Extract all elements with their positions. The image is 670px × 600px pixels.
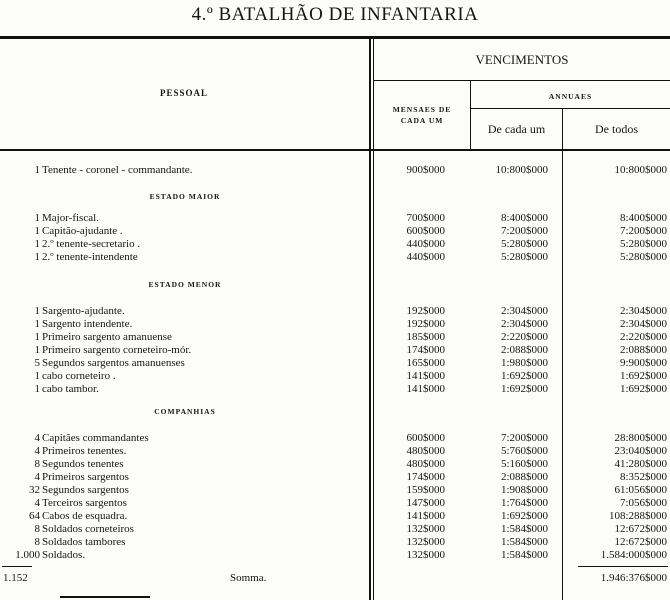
table-row xyxy=(0,445,670,458)
row-annual-total: 28:800$000 xyxy=(614,432,667,444)
row-annual-total: 2:304$000 xyxy=(619,305,667,317)
total-row xyxy=(0,572,670,585)
header-top-rule xyxy=(0,36,670,39)
row-count: 1 xyxy=(34,305,40,317)
row-label-cell xyxy=(42,497,367,510)
table-row xyxy=(0,331,670,344)
row-annual-total: 1.584:000$000 xyxy=(600,549,667,561)
table-row xyxy=(0,251,670,264)
row-label: Major-fiscal. xyxy=(42,212,99,224)
row-monthly: 147$000 xyxy=(406,497,445,509)
row-count: 8 xyxy=(34,536,40,548)
row-label-cell xyxy=(42,331,367,344)
row-label-cell xyxy=(42,471,367,484)
row-label-cell xyxy=(42,510,367,523)
row-label-cell xyxy=(42,305,367,318)
leader-dots xyxy=(123,225,367,238)
row-count: 4 xyxy=(34,445,40,457)
row-label: cabo corneteiro . xyxy=(42,370,116,382)
row-annual-each: 2:220$000 xyxy=(500,331,548,343)
row-monthly: 192$000 xyxy=(406,318,445,330)
total-amount: 1.946:376$000 xyxy=(600,572,667,584)
row-label-cell xyxy=(42,549,367,562)
row-label: Capitães commandantes xyxy=(42,432,149,444)
row-annual-total: 2:088$000 xyxy=(619,344,667,356)
row-monthly: 159$000 xyxy=(406,484,445,496)
row-monthly: 440$000 xyxy=(406,238,445,250)
row-count: 8 xyxy=(34,523,40,535)
header-mensaes: MENSAES DE CADA UM xyxy=(392,105,452,125)
leader-dots xyxy=(185,357,367,370)
row-count: 1 xyxy=(34,383,40,395)
mensaes-divider xyxy=(470,80,471,150)
row-annual-each: 8:400$000 xyxy=(500,212,548,224)
leader-dots xyxy=(140,238,367,251)
table-row xyxy=(0,357,670,370)
row-label: 2.º tenente-intendente xyxy=(42,251,138,263)
row-annual-each: 2:088$000 xyxy=(500,471,548,483)
header-bottom-rule xyxy=(0,149,670,151)
header-de-todos: De todos xyxy=(595,122,638,136)
row-annual-each: 2:304$000 xyxy=(500,318,548,330)
total-count-rule xyxy=(2,566,32,567)
section-heading: COMPANHIAS xyxy=(154,407,216,416)
leader-dots xyxy=(134,523,367,536)
leader-dots xyxy=(99,212,367,225)
row-annual-total: 23:040$000 xyxy=(614,445,667,457)
header-pessoal: PESSOAL xyxy=(159,88,208,98)
leader-dots xyxy=(172,331,367,344)
row-annual-total: 8:352$000 xyxy=(619,471,667,483)
row-annual-each: 1:692$000 xyxy=(500,510,548,522)
leader-dots xyxy=(116,370,367,383)
row-count: 4 xyxy=(34,497,40,509)
row-annual-each: 1:584$000 xyxy=(500,523,548,535)
row-monthly: 132$000 xyxy=(406,523,445,535)
row-label: Sargento intendente. xyxy=(42,318,133,330)
row-monthly: 480$000 xyxy=(406,445,445,457)
row-annual-total: 1:692$000 xyxy=(619,383,667,395)
row-count: 1 xyxy=(34,370,40,382)
bottom-rule xyxy=(60,596,150,598)
row-annual-each: 1:980$000 xyxy=(500,357,548,369)
row-label-cell xyxy=(42,370,367,383)
row-annual-total: 9:900$000 xyxy=(619,357,667,369)
row-monthly: 900$000 xyxy=(406,164,445,176)
row-annual-total: 10:800$000 xyxy=(614,164,667,176)
row-label: Terceiros sargentos xyxy=(42,497,127,509)
table-row xyxy=(0,238,670,251)
row-annual-total: 108:288$000 xyxy=(608,510,667,522)
row-monthly: 440$000 xyxy=(406,251,445,263)
row-label: Segundos tenentes xyxy=(42,458,124,470)
leader-dots xyxy=(192,164,367,177)
row-annual-total: 12:672$000 xyxy=(614,523,667,535)
row-count: 1 xyxy=(34,225,40,237)
row-annual-each: 7:200$000 xyxy=(500,225,548,237)
table-row xyxy=(0,549,670,562)
row-count: 1 xyxy=(34,331,40,343)
row-annual-each: 5:160$000 xyxy=(500,458,548,470)
row-monthly: 174$000 xyxy=(406,344,445,356)
leader-dots xyxy=(127,497,367,510)
row-monthly: 700$000 xyxy=(406,212,445,224)
row-monthly: 132$000 xyxy=(406,549,445,561)
vencimentos-rule xyxy=(374,80,670,81)
leader-dots xyxy=(125,536,367,549)
header-vencimentos: VENCIMENTOS xyxy=(475,52,569,67)
row-count: 1 xyxy=(34,164,40,176)
leader-dots xyxy=(132,318,367,331)
table-row xyxy=(0,523,670,536)
row-monthly: 141$000 xyxy=(406,510,445,522)
row-label-cell xyxy=(42,445,367,458)
row-label: Tenente - coronel - commandante. xyxy=(42,164,193,176)
leader-dots xyxy=(129,484,367,497)
total-amount-rule xyxy=(578,566,668,567)
row-monthly: 141$000 xyxy=(406,383,445,395)
total-count: 1.152 xyxy=(3,572,28,584)
row-label: Soldados tambores xyxy=(42,536,126,548)
row-annual-each: 5:280$000 xyxy=(500,238,548,250)
row-count: 8 xyxy=(34,458,40,470)
row-annual-each: 2:304$000 xyxy=(500,305,548,317)
leader-dots xyxy=(138,251,367,264)
table-row xyxy=(0,212,670,225)
row-label: Primeiro sargento corneteiro-mór. xyxy=(42,344,192,356)
row-label: Segundos sargentos xyxy=(42,484,129,496)
total-label: Somma. xyxy=(230,572,267,584)
row-count: 1 xyxy=(34,344,40,356)
row-count: 1 xyxy=(34,238,40,250)
table-row xyxy=(0,497,670,510)
row-annual-total: 61:056$000 xyxy=(614,484,667,496)
row-annual-each: 2:088$000 xyxy=(500,344,548,356)
row-monthly: 185$000 xyxy=(406,331,445,343)
annuaes-rule xyxy=(471,108,670,109)
row-annual-total: 12:672$000 xyxy=(614,536,667,548)
row-annual-total: 5:280$000 xyxy=(619,251,667,263)
row-label: 2.º tenente-secretario . xyxy=(42,238,141,250)
page-title: 4.º BATALHÃO DE INFANTARIA xyxy=(191,4,479,25)
table-row xyxy=(0,370,670,383)
leader-dots xyxy=(99,383,367,396)
row-label-cell xyxy=(42,383,367,396)
row-count: 1 xyxy=(34,251,40,263)
row-annual-total: 2:304$000 xyxy=(619,318,667,330)
row-monthly: 480$000 xyxy=(406,458,445,470)
row-label-cell xyxy=(42,484,367,497)
table-row xyxy=(0,383,670,396)
row-monthly: 600$000 xyxy=(406,432,445,444)
row-label: Cabos de esquadra. xyxy=(42,510,128,522)
row-annual-each: 10:800$000 xyxy=(495,164,548,176)
row-monthly: 141$000 xyxy=(406,370,445,382)
table-row xyxy=(0,510,670,523)
table-row xyxy=(0,225,670,238)
row-label-cell xyxy=(42,523,367,536)
row-label: Primeiros sargentos xyxy=(42,471,129,483)
row-annual-each: 1:584$000 xyxy=(500,549,548,561)
row-count: 4 xyxy=(34,471,40,483)
row-label-cell xyxy=(42,536,367,549)
section-heading: ESTADO MAIOR xyxy=(149,192,221,201)
row-label-cell xyxy=(42,432,367,445)
row-label: Primeiro sargento amanuense xyxy=(42,331,172,343)
row-label: Capitão-ajudante . xyxy=(42,225,123,237)
table-row xyxy=(0,471,670,484)
row-annual-total: 8:400$000 xyxy=(619,212,667,224)
row-count: 4 xyxy=(34,432,40,444)
row-label-cell xyxy=(42,238,367,251)
header-annuaes: ANNUAES xyxy=(548,92,593,101)
row-label-cell xyxy=(42,225,367,238)
leader-dots xyxy=(149,432,367,445)
row-label-cell xyxy=(42,164,367,177)
row-label-cell xyxy=(42,357,367,370)
row-annual-total: 7:200$000 xyxy=(619,225,667,237)
table-row xyxy=(0,305,670,318)
row-count: 64 xyxy=(29,510,40,522)
leader-dots xyxy=(129,471,367,484)
row-label-cell xyxy=(42,344,367,357)
table-row xyxy=(0,318,670,331)
row-count: 1.000 xyxy=(15,549,40,561)
table-row xyxy=(0,344,670,357)
row-label-cell xyxy=(42,458,367,471)
row-annual-each: 1:908$000 xyxy=(500,484,548,496)
table-row xyxy=(0,458,670,471)
leader-dots xyxy=(85,549,367,562)
row-label: Primeiros tenentes. xyxy=(42,445,127,457)
row-label-cell xyxy=(42,318,367,331)
table-row xyxy=(0,536,670,549)
row-label-cell xyxy=(42,212,367,225)
row-monthly: 165$000 xyxy=(406,357,445,369)
row-annual-each: 1:584$000 xyxy=(500,536,548,548)
row-monthly: 174$000 xyxy=(406,471,445,483)
row-monthly: 600$000 xyxy=(406,225,445,237)
table-row xyxy=(0,484,670,497)
row-label: Sargento-ajudante. xyxy=(42,305,125,317)
leader-dots xyxy=(127,510,367,523)
leader-dots xyxy=(125,305,367,318)
row-label: Segundos sargentos amanuenses xyxy=(42,357,185,369)
row-annual-each: 7:200$000 xyxy=(500,432,548,444)
row-annual-each: 1:692$000 xyxy=(500,370,548,382)
row-monthly: 192$000 xyxy=(406,305,445,317)
row-annual-each: 1:692$000 xyxy=(500,383,548,395)
row-annual-each: 5:760$000 xyxy=(500,445,548,457)
row-count: 1 xyxy=(34,212,40,224)
row-label: Soldados corneteiros xyxy=(42,523,134,535)
row-annual-total: 41:280$000 xyxy=(614,458,667,470)
section-heading: ESTADO MENOR xyxy=(148,280,222,289)
row-label: cabo tambor. xyxy=(42,383,99,395)
row-label-cell xyxy=(42,251,367,264)
table-row xyxy=(0,432,670,445)
leader-dots xyxy=(191,344,367,357)
row-label: Soldados. xyxy=(42,549,86,561)
row-count: 32 xyxy=(29,484,40,496)
table-row xyxy=(0,164,670,177)
leader-dots xyxy=(126,445,367,458)
leader-dots xyxy=(124,458,367,471)
row-annual-total: 7:056$000 xyxy=(619,497,667,509)
row-count: 1 xyxy=(34,318,40,330)
row-annual-total: 2:220$000 xyxy=(619,331,667,343)
row-annual-total: 1:692$000 xyxy=(619,370,667,382)
row-annual-total: 5:280$000 xyxy=(619,238,667,250)
row-monthly: 132$000 xyxy=(406,536,445,548)
row-annual-each: 5:280$000 xyxy=(500,251,548,263)
row-annual-each: 1:764$000 xyxy=(500,497,548,509)
row-count: 5 xyxy=(34,357,40,369)
header-de-cada-um: De cada um xyxy=(487,122,546,136)
